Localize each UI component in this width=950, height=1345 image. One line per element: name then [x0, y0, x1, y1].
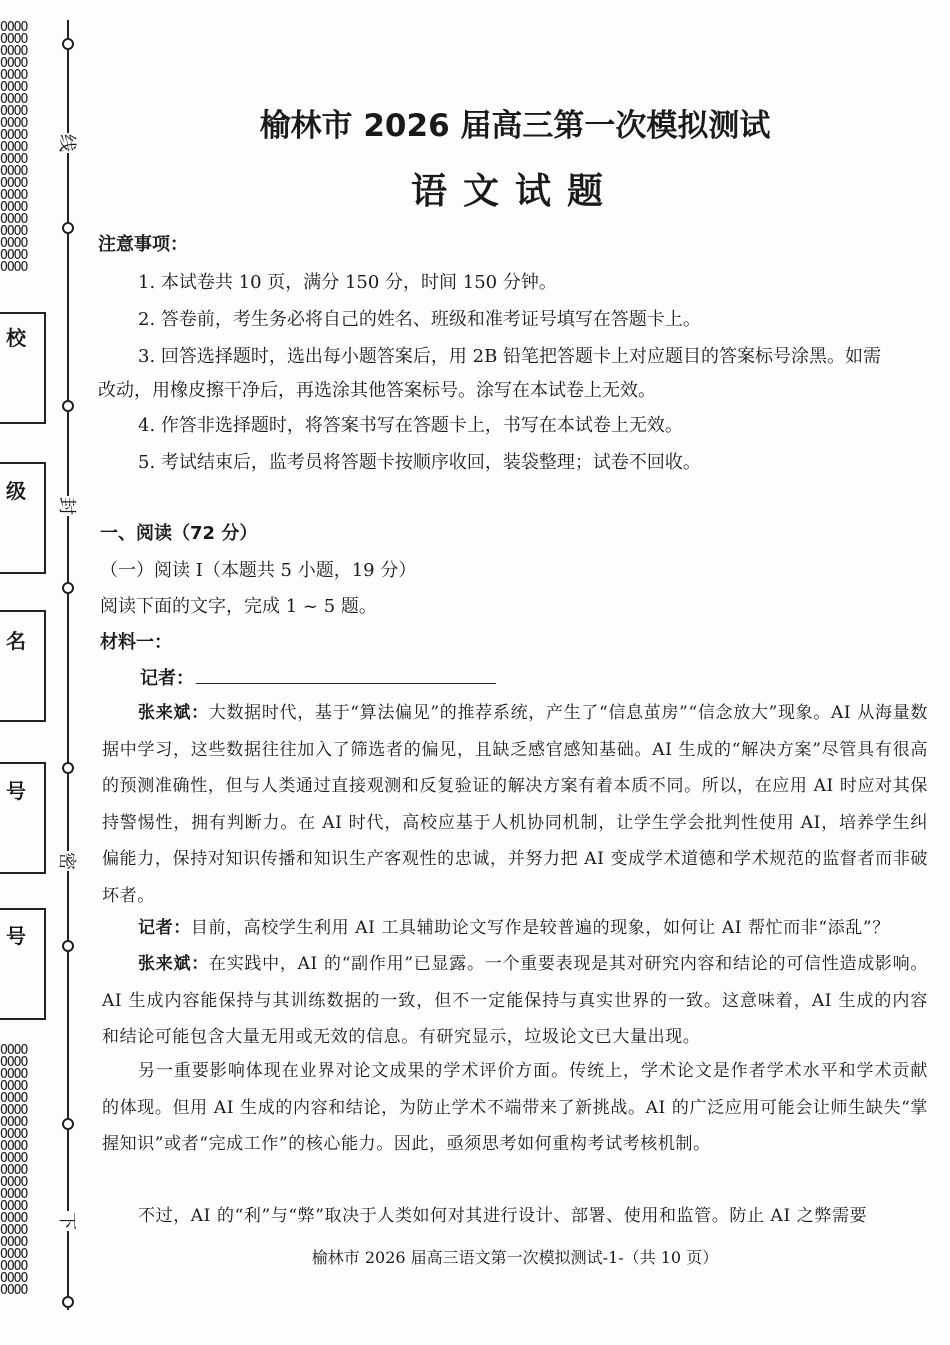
seat-id-label: 号: [6, 924, 26, 948]
section-subtitle: （一）阅读 I（本题共 5 小题，19 分）: [100, 560, 417, 581]
seal-dot: [62, 940, 74, 952]
note-item: 4. 作答非选择题时，将答案书写在答题卡上，书写在本试卷上无效。: [138, 415, 683, 436]
reporter-label: 记者：: [140, 668, 194, 689]
paragraph-text: 不过，AI 的“利”与“弊”取决于人类如何对其进行设计、部署、使用和监管。防止 AI 之弊需要: [138, 1206, 868, 1226]
note-item: 3. 回答选择题时，选出每小题答案后，用 2B 铅笔把答题卡上对应题目的答案标号涂黑。如需: [138, 346, 882, 367]
note-item: 2. 答卷前，考生务必将自己的姓名、班级和准考证号填写在答题卡上。: [138, 309, 701, 330]
speaker: 记者：: [138, 918, 191, 938]
school-label: 校: [6, 326, 26, 350]
article-paragraph: [102, 946, 928, 1056]
article-paragraph: [102, 910, 928, 947]
notes-heading: 注意事项：: [98, 234, 188, 255]
article-paragraph: [102, 1198, 928, 1235]
punch-holes-top: OOOO OOOO OOOO OOOO OOOO OOOO OOOO OOOO OOOO OOOO OOOO OOOO OOOO OOOO OOOO OOOO OOOO OOOO OOOO OOOO OOOO: [0, 20, 28, 275]
seal-char-mi: 密: [55, 851, 81, 871]
note-item-continued: 改动，用橡皮擦干净后，再选涂其他答案标号。涂写在本试卷上无效。: [98, 380, 656, 401]
seal-dot: [62, 1296, 74, 1308]
note-item: 1. 本试卷共 10 页，满分 150 分，时间 150 分钟。: [138, 272, 557, 293]
seal-dot: [62, 582, 74, 594]
seal-char-xian: 线: [55, 133, 81, 153]
article-paragraph: [102, 695, 928, 914]
paragraph-text: 在实践中，AI 的“副作用”已显露。一个重要表现是其对研究内容和结论的可信性造成影响。AI 生成内容能保持与其训练数据的一致，但不一定能保持与真实世界的一致。这意味着，AI 生成的内容和结论可能包含大量无用或无效的信息。有研究显示，垃圾论文已大量出现。: [102, 954, 928, 1047]
seal-dot: [62, 222, 74, 234]
reporter-blank: [196, 669, 496, 684]
page-footer: 榆林市 2026 届高三语文第一次模拟测试-1-（共 10 页）: [311, 1248, 719, 1267]
section-title: 一、阅读（72 分）: [100, 523, 258, 544]
seal-char-xia: 下: [55, 1211, 81, 1231]
seal-char-feng: 封: [55, 496, 81, 516]
speaker: 张来斌：: [138, 703, 209, 723]
material-label: 材料一：: [100, 632, 172, 653]
exam-id-label: 号: [6, 779, 26, 803]
punch-holes-bottom: OOOO OOOO OOOO OOOO OOOO OOOO OOOO OOOO OOOO OOOO OOOO OOOO OOOO OOOO OOOO OOOO OOOO OOOO OOOO OOOO OOOO: [0, 1043, 28, 1298]
reporter-line: [140, 664, 496, 690]
paragraph-text: 大数据时代，基于“算法偏见”的推荐系统，产生了“信息茧房”“信念放大”现象。AI 从海量数据中学习，这些数据往往加入了筛选者的偏见，且缺乏感官感知基础。AI 生成的“解决方案”尽管具有很高的预测准确性，但与人类通过直接观测和反复验证的解决方案有着本质不同。所以，在应用 AI 时应对其保持警惕性，拥有判断力。在 AI 时代，高校应基于人机协同机制，让学生学会批判性使用 AI，培养学生纠偏能力，保持对知识传播和知识生产客观性的忠诚，并努力把 AI 变成学术道德和学术规范的监督者而非破坏者。: [102, 703, 928, 906]
seal-dot: [62, 400, 74, 412]
seal-dot: [62, 38, 74, 50]
subject-title: 语文试题: [410, 170, 619, 212]
exam-title: 榆林市 2026 届高三第一次模拟测试: [259, 108, 771, 144]
speaker: 张来斌：: [138, 954, 209, 974]
paragraph-text: 目前，高校学生利用 AI 工具辅助论文写作是较普遍的现象，如何让 AI 帮忙而非“添乱”？: [190, 918, 890, 938]
name-label: 名: [6, 629, 26, 653]
article-paragraph: [102, 1053, 928, 1163]
paragraph-text: 另一重要影响体现在业界对论文成果的学术评价方面。传统上，学术论文是作者学术水平和学术贡献的体现。但用 AI 生成的内容和结论，为防止学术不端带来了新挑战。AI 的广泛应用可能会让师生缺失“掌握知识”或者“完成工作”的核心能力。因此，亟须思考如何重构考试考核机制。: [102, 1061, 928, 1154]
class-label: 级: [6, 479, 26, 503]
note-item: 5. 考试结束后，监考员将答题卡按顺序收回，装袋整理；试卷不回收。: [138, 452, 701, 473]
seal-dot: [62, 1118, 74, 1130]
seal-dot: [62, 762, 74, 774]
section-instruction: 阅读下面的文字，完成 1 ~ 5 题。: [100, 596, 377, 617]
